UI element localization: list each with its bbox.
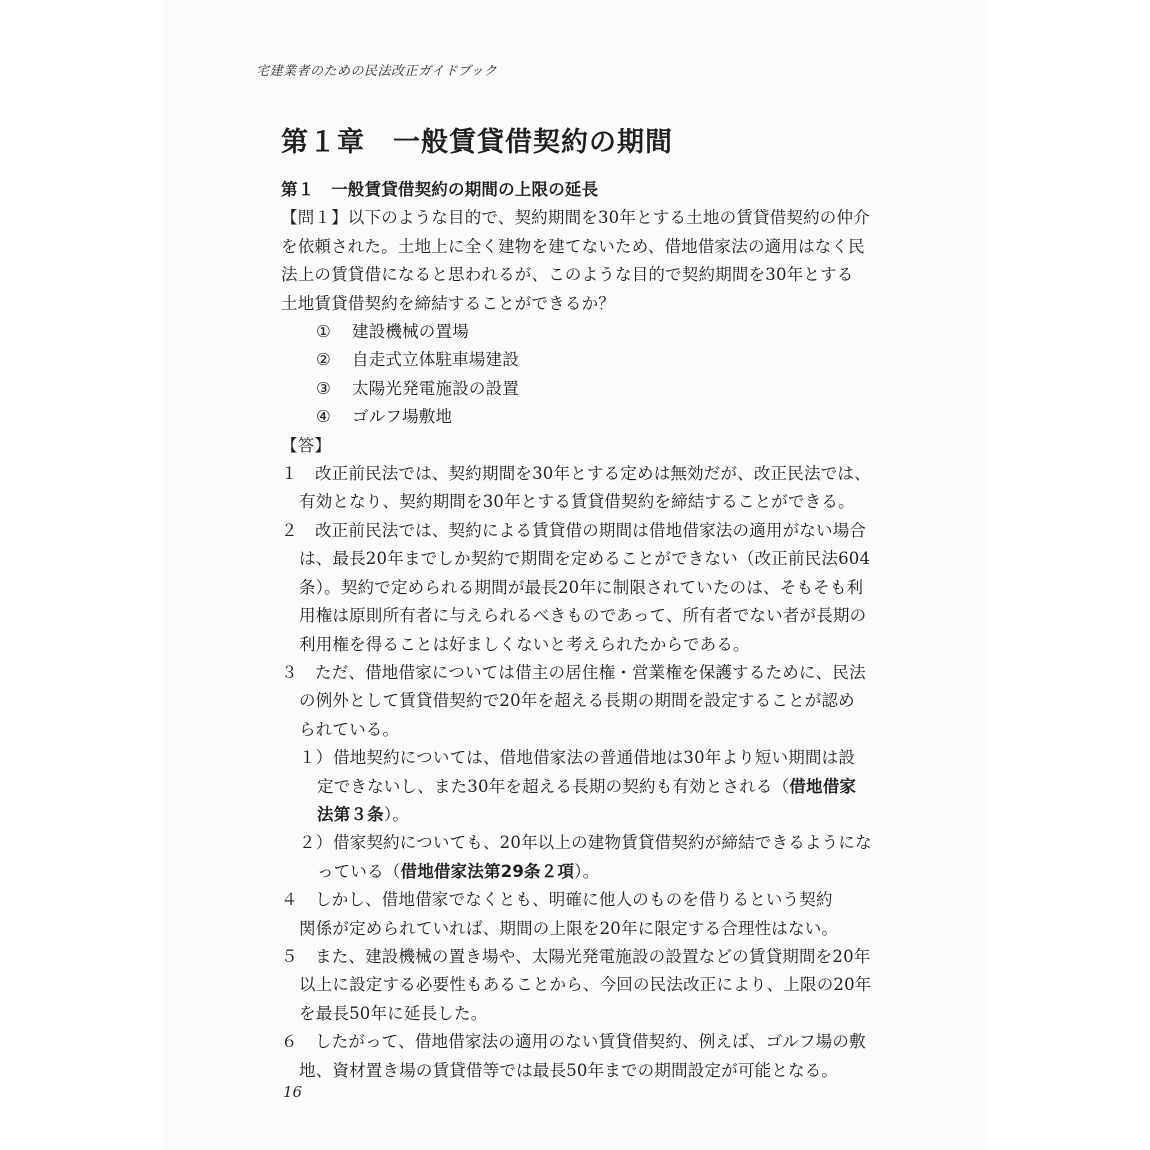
law-reference: 借地借家: [789, 776, 857, 796]
law-reference: 借地借家法第29条２項: [400, 861, 575, 881]
option-mark: ②: [316, 350, 331, 370]
answer-number: ４: [281, 890, 298, 910]
option-text: 建設機械の置場: [352, 322, 469, 342]
answer-text: しかし、借地借家でなくとも、明確に他人のものを借りるという契約: [315, 890, 833, 910]
sub-item-text: っている（: [317, 861, 401, 881]
answer-text: 以上に設定する必要性もあることから、今回の民法改正により、上限の20年: [299, 975, 872, 995]
sub-item-text: ）。: [383, 804, 409, 824]
answer-number: ３: [281, 662, 298, 682]
option-mark: ①: [316, 322, 331, 342]
question-block: [281, 204, 891, 431]
question-line: を依頼された。土地上に全く建物を建てないため、借地借家法の適用はなく民: [281, 236, 865, 256]
question-line: 法上の賃貸借になると思われるが、このような目的で契約期間を30年とする: [281, 265, 854, 285]
option-mark: ③: [316, 378, 331, 398]
option-text: 自走式立体駐車場建設: [352, 350, 519, 370]
option-item: [281, 318, 891, 346]
answer-text: を最長50年に延長した。: [299, 1003, 488, 1023]
answer-text: 関係が定められていれば、期間の上限を20年に限定する合理性はない。: [299, 918, 839, 938]
answer-text: 用権は原則所有者に与えられるべきものであって、所有者でない者が長期の: [299, 606, 867, 626]
sub-item-text: ）。: [574, 861, 600, 881]
answer-number: １: [281, 464, 298, 484]
sub-item-text: 借地契約については、借地借家法の普通借地は30年より短い期間は設: [333, 748, 856, 768]
sub-item-number: １）: [299, 748, 333, 768]
page-body: [281, 176, 891, 1085]
answer-paragraph: [281, 886, 891, 943]
option-item: [281, 346, 891, 374]
answer-number: ５: [281, 946, 298, 966]
answer-number: ２: [281, 520, 298, 540]
answer-text: 地、資材置き場の賃貸借等では最長50年までの期間設定が可能となる。: [299, 1060, 839, 1080]
answer-text: 改正前民法では、契約による賃貸借の期間は借地借家法の適用がない場合: [315, 520, 867, 540]
answer-text: の例外として賃貸借契約で20年を超える長期の期間を設定することが認め: [299, 691, 855, 711]
option-text: 太陽光発電施設の設置: [352, 378, 519, 398]
sub-item-text: 定できないし、また30年を超える長期の契約も有効とされる（: [317, 776, 790, 796]
option-item: [281, 403, 891, 431]
answer-text: また、建設機械の置き場や、太陽光発電施設の設置などの賃貸期間を20年: [315, 946, 871, 966]
answer-paragraph: [281, 943, 891, 1028]
answer-text: ただ、借地借家については借主の居住権・営業権を保護するために、民法: [315, 662, 866, 682]
option-text: ゴルフ場敷地: [352, 407, 453, 427]
sub-item: [281, 744, 891, 829]
answer-text: は、最長20年までしか契約で期間を定めることができない（改正前民法604: [299, 549, 871, 569]
answer-paragraph: [281, 460, 891, 517]
law-reference: 法第３条: [317, 804, 384, 824]
answer-paragraph: [281, 659, 891, 744]
answer-text: したがって、借地借家法の適用のない賃貸借契約、例えば、ゴルフ場の敷: [315, 1032, 866, 1052]
book-page: [163, 0, 987, 1150]
answer-text: られている。: [299, 719, 400, 739]
page-number: 16: [283, 1083, 303, 1101]
sub-item: [281, 829, 891, 886]
answer-paragraph: [281, 517, 891, 659]
answer-text: 有効となり、契約期間を30年とする賃貸借契約を締結することができる。: [299, 492, 855, 512]
question-line: 土地賃貸借契約を締結することができるか？: [281, 293, 615, 313]
answer-label: 【答】: [281, 435, 332, 455]
section-title: 第１ 一般賃貸借契約の期間の上限の延長: [281, 180, 599, 199]
answer-text: 条）。契約で定められる期間が最長20年に制限されていたのは、そもそも利: [299, 577, 864, 597]
answer-number: ６: [281, 1032, 298, 1052]
option-mark: ④: [316, 407, 331, 427]
answer-paragraph: [281, 1028, 891, 1085]
running-head: 宅建業者のための民法改正ガイドブック: [256, 64, 498, 79]
sub-item-text: 借家契約についても、20年以上の建物賃貸借契約が締結できるようにな: [333, 833, 872, 853]
sub-item-number: ２）: [299, 833, 333, 853]
answer-text: 利用権を得ることは好ましくないと考えられたからである。: [299, 634, 750, 654]
question-line: 【問１】以下のような目的で、契約期間を30年とする土地の賃貸借契約の仲介: [281, 208, 870, 228]
answer-text: 改正前民法では、契約期間を30年とする定めは無効だが、改正民法では、: [315, 464, 871, 484]
chapter-title: 第１章 一般賃貸借契約の期間: [281, 127, 673, 158]
option-item: [281, 375, 891, 403]
